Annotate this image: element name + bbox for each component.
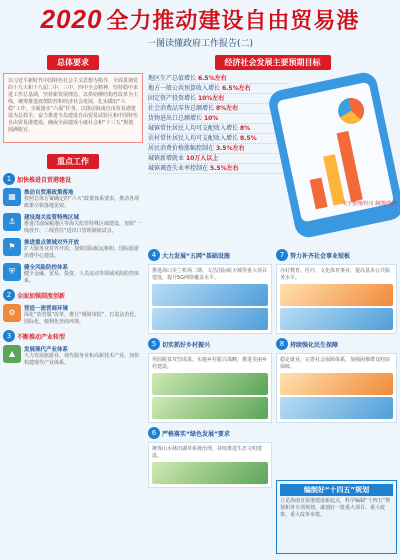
focus-item-head: 营造一流营商环境 xyxy=(24,306,69,312)
number-six-icon: 6 xyxy=(148,427,160,439)
info-card xyxy=(148,264,272,334)
number-three-icon: 3 xyxy=(3,330,15,342)
focus-item-head: 推进重点领域对外开放 xyxy=(24,240,80,246)
focus-item xyxy=(3,345,143,367)
block-title: 严格落实“绿色发展”要求 xyxy=(162,430,230,438)
focus-item-head: 建设海关监管特殊区域 xyxy=(24,215,80,221)
focus-tag: 重点工作 xyxy=(47,154,99,169)
number-two-icon: 2 xyxy=(3,289,15,301)
card-text: 统筹山水林田湖草系统治理，持续推进生态文明建设。 xyxy=(152,446,263,459)
task-1 xyxy=(3,173,143,185)
block-title: 持续强化民生保障 xyxy=(290,341,339,349)
focus-item xyxy=(3,188,143,210)
left-column xyxy=(3,50,143,367)
block-title: 努力补齐社会事业短板 xyxy=(290,252,351,260)
title-year: 2020 xyxy=(40,4,103,34)
header xyxy=(0,0,400,49)
focus-item-text: 按照总体方案确定的“六大”政策体系要求，推动各项政策尽快落地见效。 xyxy=(24,196,140,209)
right-block-2 xyxy=(276,338,397,350)
summary-box xyxy=(3,73,143,143)
community-image xyxy=(280,397,393,419)
focus-item xyxy=(3,263,143,285)
hospital-image xyxy=(280,308,393,330)
people-image xyxy=(280,373,393,395)
bar-illustration xyxy=(310,178,328,210)
focus-item-text: 推进洋浦保税港区等海关监管特殊区域建设，加快“一线放开、二线管住”进出口管理制度试点。 xyxy=(24,221,142,234)
infrastructure-image xyxy=(152,284,268,306)
task-2-label: 全面加强制度创新 xyxy=(17,292,66,300)
focus-item-text: 健全金融、贸易、投资、人员流动等领域风险防控体系。 xyxy=(24,271,140,284)
number-eight-icon: 8 xyxy=(276,338,288,350)
goal-item: 农村常住居民人均可支配收入增长 8.5% xyxy=(148,134,288,144)
summary-tag: 总体要求 xyxy=(47,55,99,70)
right-block-1 xyxy=(276,249,397,261)
focus-item xyxy=(3,304,143,326)
task-3 xyxy=(3,330,143,342)
card-text: 巩固脱贫攻坚成果，实施乡村振兴战略，推进美丽乡村建设。 xyxy=(152,357,268,370)
pie-illustration xyxy=(336,95,367,126)
building-icon: ▦ xyxy=(3,188,21,206)
credit-note: 文字整理/杜川 制图/徐佳 xyxy=(342,201,397,207)
goals-panel xyxy=(148,50,397,240)
focus-item-text: 扩大服务业对外开放，加快国际航运枢纽、国际旅游消费中心建设。 xyxy=(24,246,140,259)
goal-item: 城镇新增就业 10万人以上 xyxy=(148,154,288,164)
goal-item: 地方一般公共预算收入增长 6.5%左右 xyxy=(148,84,288,94)
middle-column xyxy=(148,245,272,488)
number-seven-icon: 7 xyxy=(276,249,288,261)
village-image xyxy=(152,373,268,395)
plan-title: 编制好“十四五”规划 xyxy=(280,484,393,496)
middle-block-1 xyxy=(148,249,272,261)
focus-item xyxy=(3,213,143,235)
port-icon: ⚓ xyxy=(3,213,21,231)
task-1-label: 加快推进自贸港建设 xyxy=(17,176,72,184)
block-title: 大力发展“五网”基础设施 xyxy=(162,252,230,260)
goals-tag: 经济社会发展主要预期目标 xyxy=(215,55,331,70)
right-column xyxy=(276,245,397,423)
school-image xyxy=(280,284,393,306)
info-card xyxy=(148,353,272,423)
focus-item-head: 健全风险防控体系 xyxy=(24,265,69,271)
middle-block-3 xyxy=(148,427,272,439)
plan-text: 立足海南自贸港建设新起点，科学编制“十四五”规划和各专项规划，谋划好一批重大项目、重大政策、重大改革举措。 xyxy=(280,498,391,518)
goal-item: 固定资产投资增长 10%左右 xyxy=(148,94,288,104)
forest-image xyxy=(152,462,268,484)
page-title xyxy=(0,4,400,35)
goal-item: 城镇常住居民人均可支配收入增长 8% xyxy=(148,124,288,134)
card-text: 稳定就业，完善社会保障体系，加强困难群众兜底保障。 xyxy=(280,357,391,370)
summary-text: 以习近平新时代中国特色社会主义思想为指导，全面贯彻党的十九大和十九届二中、三中、四中全会精神，坚持稳中求进工作总基调，坚持新发展理念，以供给侧结构性改革为主线，统筹推进疫情防控和经济社会发展，扎实做好“六稳”工作，全面落实“六保”任务，以推动海南自由贸易港建设为总抓手，奋力推进全岛建设自由贸易试验区和中国特色自由贸易港建设，确保全面建成小康社会和“十三五”规划圆满收官。 xyxy=(8,78,139,133)
number-four-icon: 4 xyxy=(148,249,160,261)
info-card xyxy=(276,353,397,423)
goal-item: 城镇调查失业率控制在 5.5%左右 xyxy=(148,164,288,174)
info-card xyxy=(148,442,272,488)
info-card xyxy=(276,264,397,334)
goal-item: 居民消费价格涨幅控制在 3.5%左右 xyxy=(148,144,288,154)
shield-icon: ⛨ xyxy=(3,263,21,281)
page-subtitle: 一图读懂政府工作报告(二) xyxy=(146,39,254,49)
gear-icon: ⚙ xyxy=(3,304,21,322)
title-text: 全力推动建设自由贸易港 xyxy=(106,8,360,33)
focus-item-text: 大力发展旅游业、现代服务业和高新技术产业，加快构建现代产业体系。 xyxy=(24,353,140,366)
task-3-label: 不断推动产业转型 xyxy=(17,333,66,341)
focus-item-text: 深化“放管服”改革，推行“极简审批”，打造法治化、国际化、便利化营商环境。 xyxy=(24,312,140,325)
middle-block-2 xyxy=(148,338,272,350)
number-five-icon: 5 xyxy=(148,338,160,350)
plan-box xyxy=(276,480,397,554)
industry-icon: ▲ xyxy=(3,345,21,363)
task-2 xyxy=(3,289,143,301)
focus-item xyxy=(3,238,143,260)
number-one-icon: 1 xyxy=(3,173,15,185)
goal-item: 社会消费品零售总额增长 8%左右 xyxy=(148,104,288,114)
phone-illustration xyxy=(267,70,400,240)
network-image xyxy=(152,308,268,330)
goals-list xyxy=(148,74,288,174)
flag-icon: ⚑ xyxy=(3,238,21,256)
card-text: 推进海口美兰机场二期、文昌国际航天城等重大项目建设，提升5G网络覆盖水平。 xyxy=(152,268,268,281)
block-title: 切实抓好乡村振兴 xyxy=(162,341,211,349)
farmland-image xyxy=(152,397,268,419)
goal-item: 货物进出口总额增长 10% xyxy=(148,114,288,124)
focus-item-head: 推动自贸港政策落地 xyxy=(24,190,74,196)
card-text: 办好教育、医疗、文化体育事业，提高基本公共服务水平。 xyxy=(280,268,391,281)
focus-item-head: 发展现代产业体系 xyxy=(24,347,69,353)
goal-item: 地区生产总值增长 6.5%左右 xyxy=(148,74,288,84)
